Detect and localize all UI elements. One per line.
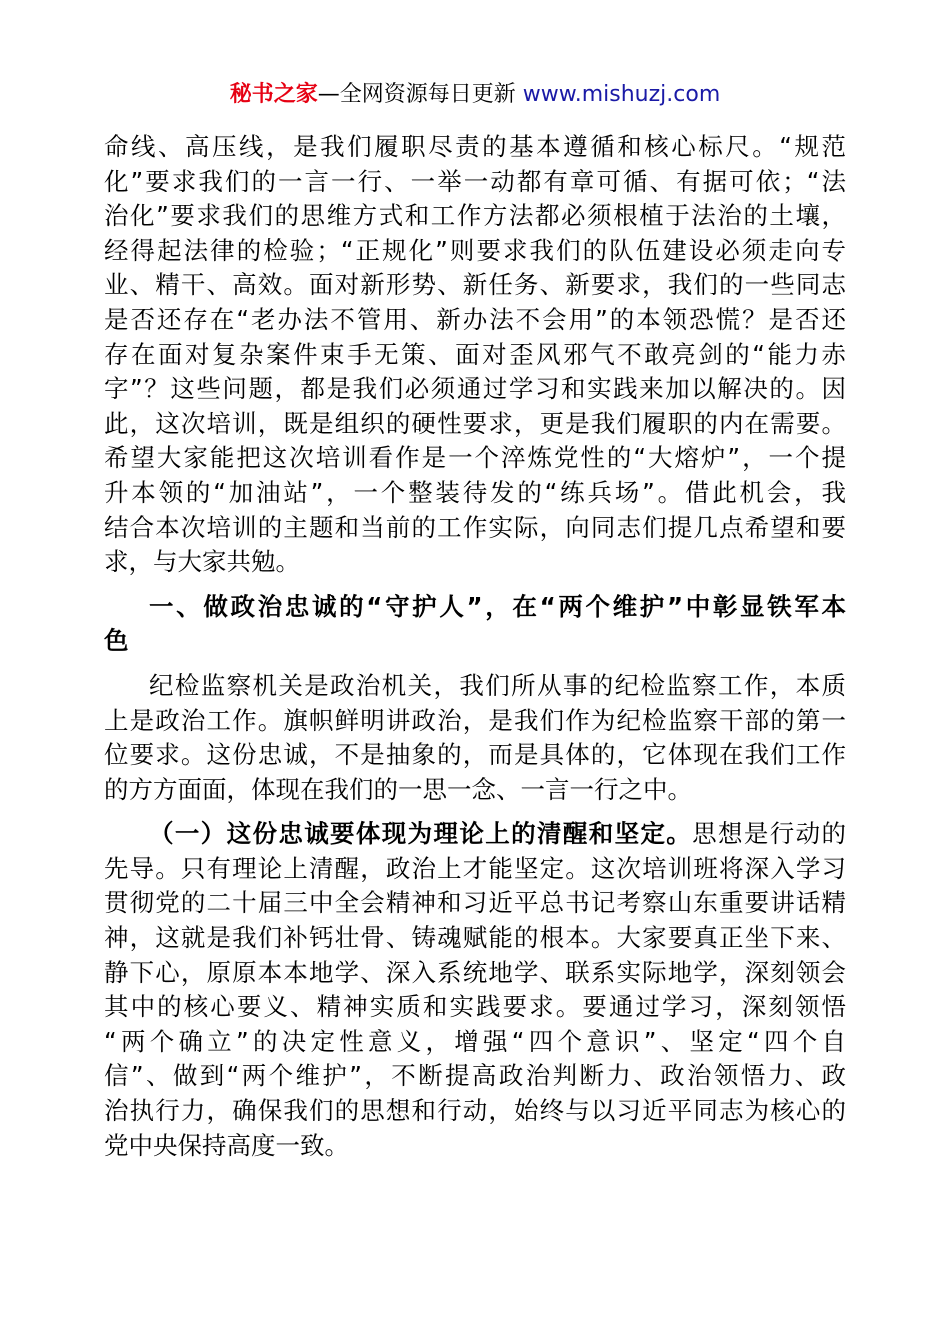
text-line: 的方方面面，体现在我们的一思一念、一言一行之中。 xyxy=(104,774,692,804)
text-line: 贯彻党的二十届三中全会精神和习近平总书记考察山东重要讲话精 xyxy=(104,888,846,918)
text-line: 此，这次培训，既是组织的硬性要求，更是我们履职的内在需要。 xyxy=(104,408,846,438)
text-line: 化”要求我们的一言一行、一举一动都有章可循、有据可依；“法 xyxy=(104,166,846,196)
text-line: 静下心，原原本本地学、深入系统地学、联系实际地学，深刻领会 xyxy=(104,957,846,987)
text-line: 神，这就是我们补钙壮骨、铸魂赋能的根本。大家要真正坐下来、 xyxy=(104,923,846,953)
text-line: 治化”要求我们的思维方式和工作方法都必须根植于法治的土壤， xyxy=(104,201,846,231)
text-line: 求，与大家共勉。 xyxy=(104,547,300,577)
text-line: 命线、高压线，是我们履职尽责的基本遵循和核心标尺。“规范 xyxy=(104,132,846,161)
text-line: 先导。只有理论上清醒，政治上才能坚定。这次培训班将深入学习 xyxy=(104,853,846,883)
text-line: 治执行力，确保我们的思想和行动，始终与以习近平同志为核心的 xyxy=(104,1096,846,1126)
paragraph-1 xyxy=(104,130,846,580)
text-line xyxy=(104,817,846,852)
text-line: 结合本次培训的主题和当前的工作实际，向同志们提几点希望和要 xyxy=(104,512,846,542)
document-body xyxy=(104,130,846,1163)
paragraph-3 xyxy=(104,817,846,1163)
paragraph-2 xyxy=(104,669,846,807)
text-line: 存在面对复杂案件束手无策、面对歪风邪气不敢亮剑的“能力赤 xyxy=(104,339,846,369)
site-header xyxy=(0,80,950,110)
section-heading-1 xyxy=(104,590,846,659)
heading-line: 色 xyxy=(104,626,129,656)
heading-line: 一、做政治忠诚的“守护人”，在“两个维护”中彰显铁军本 xyxy=(149,591,846,621)
subheading-text: （一）这份忠诚要体现为理论上的清醒和坚定。 xyxy=(149,819,693,849)
brand-name: 秘书之家 xyxy=(229,82,318,107)
site-url-link[interactable]: www.mishuzj.com xyxy=(522,82,721,107)
text-line: 位要求。这份忠诚，不是抽象的，而是具体的，它体现在我们工作 xyxy=(104,740,846,770)
text-line: 业、精干、高效。面对新形势、新任务、新要求，我们的一些同志 xyxy=(104,270,846,300)
text-line: 字”？这些问题，都是我们必须通过学习和实践来加以解决的。因 xyxy=(104,374,846,404)
text-line: “两个确立”的决定性意义，增强“四个意识”、坚定“四个自 xyxy=(104,1026,846,1056)
text-line: 信”、做到“两个维护”，不断提高政治判断力、政治领悟力、政 xyxy=(104,1061,846,1091)
text-line: 升本领的“加油站”，一个整装待发的“练兵场”。借此机会，我 xyxy=(104,477,846,507)
text-span: 思想是行动的 xyxy=(692,819,846,849)
text-line: 经得起法律的检验；“正规化”则要求我们的队伍建设必须走向专 xyxy=(104,235,846,265)
text-line: 是否还存在“老办法不管用、新办法不会用”的本领恐慌？是否还 xyxy=(104,304,846,334)
text-line: 党中央保持高度一致。 xyxy=(104,1130,349,1160)
text-line: 其中的核心要义、精神实质和实践要求。要通过学习，深刻领悟 xyxy=(104,992,846,1022)
text-line: 上是政治工作。旗帜鲜明讲政治，是我们作为纪检监察干部的第一 xyxy=(104,705,846,735)
header-tagline: —全网资源每日更新 xyxy=(317,82,523,107)
text-line: 希望大家能把这次培训看作是一个淬炼党性的“大熔炉”，一个提 xyxy=(104,443,846,473)
text-line: 纪检监察机关是政治机关，我们所从事的纪检监察工作，本质 xyxy=(149,670,846,700)
